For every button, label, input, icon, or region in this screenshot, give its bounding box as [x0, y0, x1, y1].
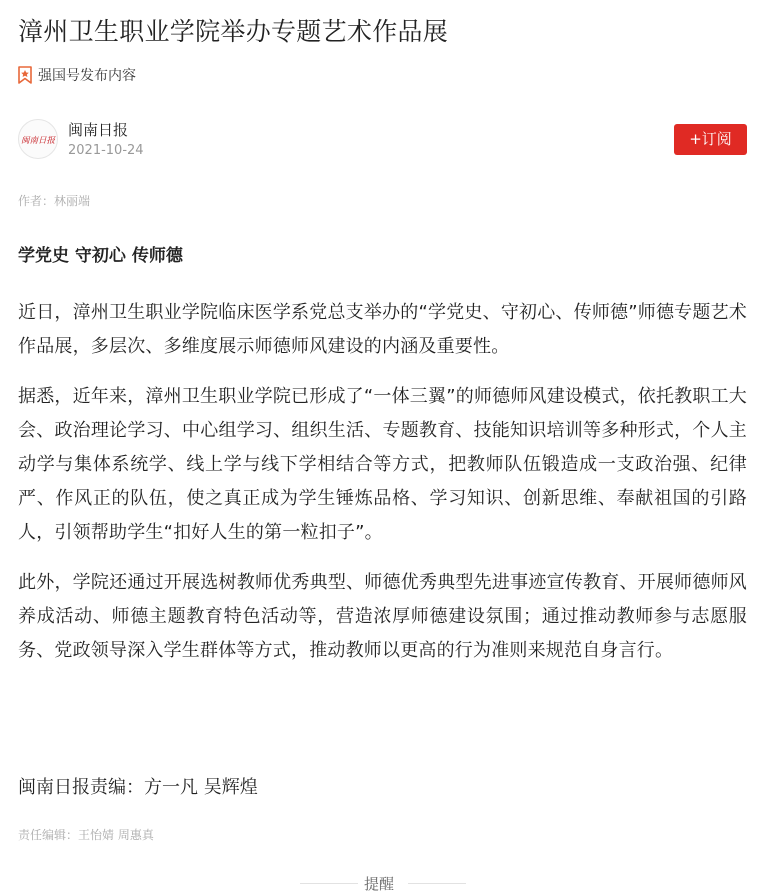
- section-heading: 学党史 守初心 传师德: [18, 246, 183, 266]
- article-paragraph: 据悉，近年来，漳州卫生职业学院已形成了“一体三翼”的师德师风建设模式，依托教职工大会、政治理论学习、中心组学习、组织生活、专题教育、技能知识培训等多种形式，个人主动学与集体系统学、线上学与线下学相结合等方式，把教师队伍锻造成一支政治强、纪律严、作风正的队伍，使之真正成为学生锤炼品格、学习知识、创新思维、奉献祖国的引路人，引领帮助学生“扣好人生的第一粒扣子”。: [18, 386, 747, 543]
- source-label: 强国号发布内容: [38, 68, 136, 84]
- notice-divider: [18, 872, 747, 896]
- article-paragraph: 此外，学院还通过开展选树教师优秀典型、师德优秀典型先进事迹宣传教育、开展师德师风养成活动、师德主题教育特色活动等，营造浓厚师德建设氛围；通过推动教师参与志愿服务、党政领导深入学生群体等方式，推动教师以更高的行为准则来规范自身言行。: [18, 572, 747, 661]
- publisher-avatar[interactable]: [18, 119, 58, 159]
- bookmark-badge-icon: [18, 66, 32, 84]
- article-paragraph: 近日，漳州卫生职业学院临床医学系党总支举办的“学党史、守初心、传师德”师德专题艺术作品展，多层次、多维度展示师德师风建设的内涵及重要性。: [18, 302, 747, 357]
- source-row: [18, 64, 136, 86]
- notice-label: 提醒: [364, 875, 395, 893]
- subscribe-button[interactable]: +订阅: [674, 124, 747, 155]
- publisher-logo-text: 闽南日报: [20, 136, 56, 146]
- article-body: [18, 296, 747, 684]
- publisher-row: [18, 118, 747, 162]
- publisher-name[interactable]: 闽南日报: [68, 121, 129, 139]
- editor-credit: 闽南日报责编：方一凡 吴辉煌: [18, 777, 258, 798]
- publish-date: 2021-10-24: [68, 143, 144, 158]
- page-title: 漳州卫生职业学院举办专题艺术作品展: [18, 17, 449, 46]
- publisher-logo-avatar: [19, 120, 57, 158]
- responsible-editor: 责任编辑：王怡婧 周惠真: [18, 828, 154, 842]
- author-byline: 作者：林丽端: [18, 194, 91, 208]
